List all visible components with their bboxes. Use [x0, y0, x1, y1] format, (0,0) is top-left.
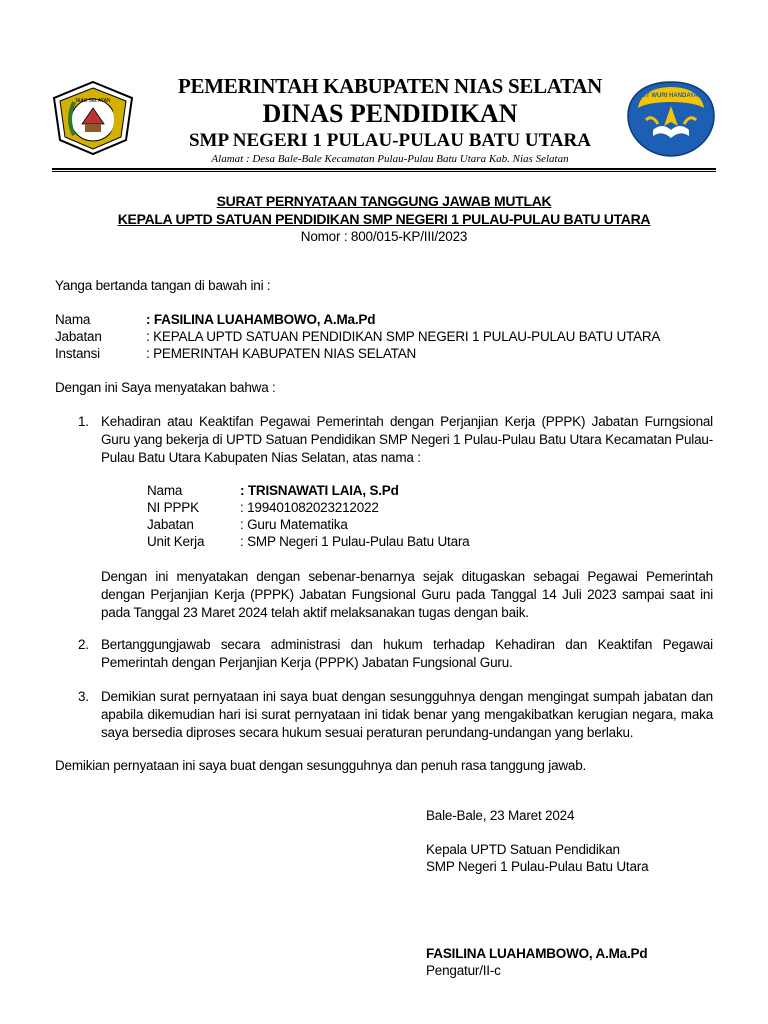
item-text: Kehadiran atau Keaktifan Pegawai Pemerintah dengan Perjanjian Kerja (PPPK) Jabatan Furngsional Guru yang bekerja di UPTD Satuan Pendidikan SMP Negeri 1 Pulau-Pulau Batu Utara Kecamatan Pulau-Pulau Batu Utara Kabupaten Nias Selatan, atas nama : [101, 414, 713, 465]
employee-id-label: NI PPPK [147, 500, 199, 515]
document-title: SURAT PERNYATAAN TANGGUNG JAWAB MUTLAK [216, 193, 552, 209]
intro-text: Yanga bertanda tangan di bawah ini : [55, 278, 271, 293]
signer-name: FASILINA LUAHAMBOWO, A.Ma.Pd [426, 946, 648, 961]
closing-text: Demikian pernyataan ini saya buat dengan sesungguhnya dan penuh rasa tanggung jawab. [55, 758, 587, 773]
signer-title-line2: SMP Negeri 1 Pulau-Pulau Batu Utara [426, 859, 649, 874]
signer-rank: Pengatur/II-c [426, 963, 501, 978]
item-followup-text: Dengan ini menyatakan dengan sebenar-benarnya sejak ditugaskan sebagai Pegawai Pemerintah dengan Perjanjian Kerja (PPPK) Jabatan Fungsional Guru pada Tanggal 14 Juli 2023 sampai saat ini pada Tanggal 23 Maret 2024 telah aktif melaksanakan tugas dengan baik. [101, 569, 713, 620]
signer-title-line1: Kepala UPTD Satuan Pendidikan [426, 842, 620, 857]
letterhead-address: Alamat : Desa Bale-Bale Kecamatan Pulau-Pulau Batu Utara Kab. Nias Selatan [211, 153, 569, 165]
svg-text:TUT WURI HANDAYANI: TUT WURI HANDAYANI [638, 93, 704, 99]
employee-position-label: Jabatan [147, 517, 194, 532]
letterhead-divider-thin [52, 171, 716, 172]
item-number: 1. [78, 414, 89, 429]
signer-name-value: : FASILINA LUAHAMBOWO, A.Ma.Pd [146, 312, 376, 327]
employee-id-value: : 199401082023212022 [240, 500, 379, 515]
item-text: Demikian surat pernyataan ini saya buat dengan sesungguhnya dengan mengingat sumpah jabatan dan apabila dikemudian hari isi surat pernyataan ini tidak benar yang mengakibatkan kerugian negara, maka saya bersedia diproses secara hukum sesuai peraturan perundang-undangan yang berlaku. [101, 689, 713, 740]
svg-text:NIAS SELATAN: NIAS SELATAN [75, 98, 111, 104]
employee-unit-label: Unit Kerja [147, 534, 205, 549]
letterhead-government: PEMERINTAH KABUPATEN NIAS SELATAN [178, 74, 602, 98]
place-date: Bale-Bale, 23 Maret 2024 [426, 808, 575, 823]
signer-agency-value: : PEMERINTAH KABUPATEN NIAS SELATAN [146, 346, 417, 361]
signer-position-value: : KEPALA UPTD SATUAN PENDIDIKAN SMP NEGERI 1 PULAU-PULAU BATU UTARA [146, 329, 661, 344]
signer-name-label: Nama [55, 312, 91, 327]
employee-position-value: : Guru Matematika [240, 517, 348, 532]
signer-position-label: Jabatan [55, 329, 102, 344]
document-subtitle: KEPALA UPTD SATUAN PENDIDIKAN SMP NEGERI 1 PULAU-PULAU BATU UTARA [117, 211, 651, 227]
item-text: Bertanggungjawab secara administrasi dan hukum terhadap Kehadiran dan Keaktifan Pegawai Pemerintah dengan Perjanjian Kerja (PPPK) Jabatan Fungsional Guru. [101, 637, 713, 670]
item-number: 2. [78, 637, 89, 652]
document-number: Nomor : 800/015-KP/III/2023 [300, 229, 468, 244]
signer-agency-label: Instansi [55, 346, 100, 361]
employee-name-value: : TRISNAWATI LAIA, S.Pd [240, 483, 399, 498]
employee-unit-value: : SMP Negeri 1 Pulau-Pulau Batu Utara [240, 534, 470, 549]
statement-intro: Dengan ini Saya menyatakan bahwa : [55, 380, 276, 395]
letterhead-agency: DINAS PENDIDIKAN [262, 99, 518, 128]
employee-name-label: Nama [147, 483, 183, 498]
item-number: 3. [78, 689, 89, 704]
letterhead-divider [52, 168, 716, 170]
letterhead-school: SMP NEGERI 1 PULAU-PULAU BATU UTARA [188, 130, 591, 151]
